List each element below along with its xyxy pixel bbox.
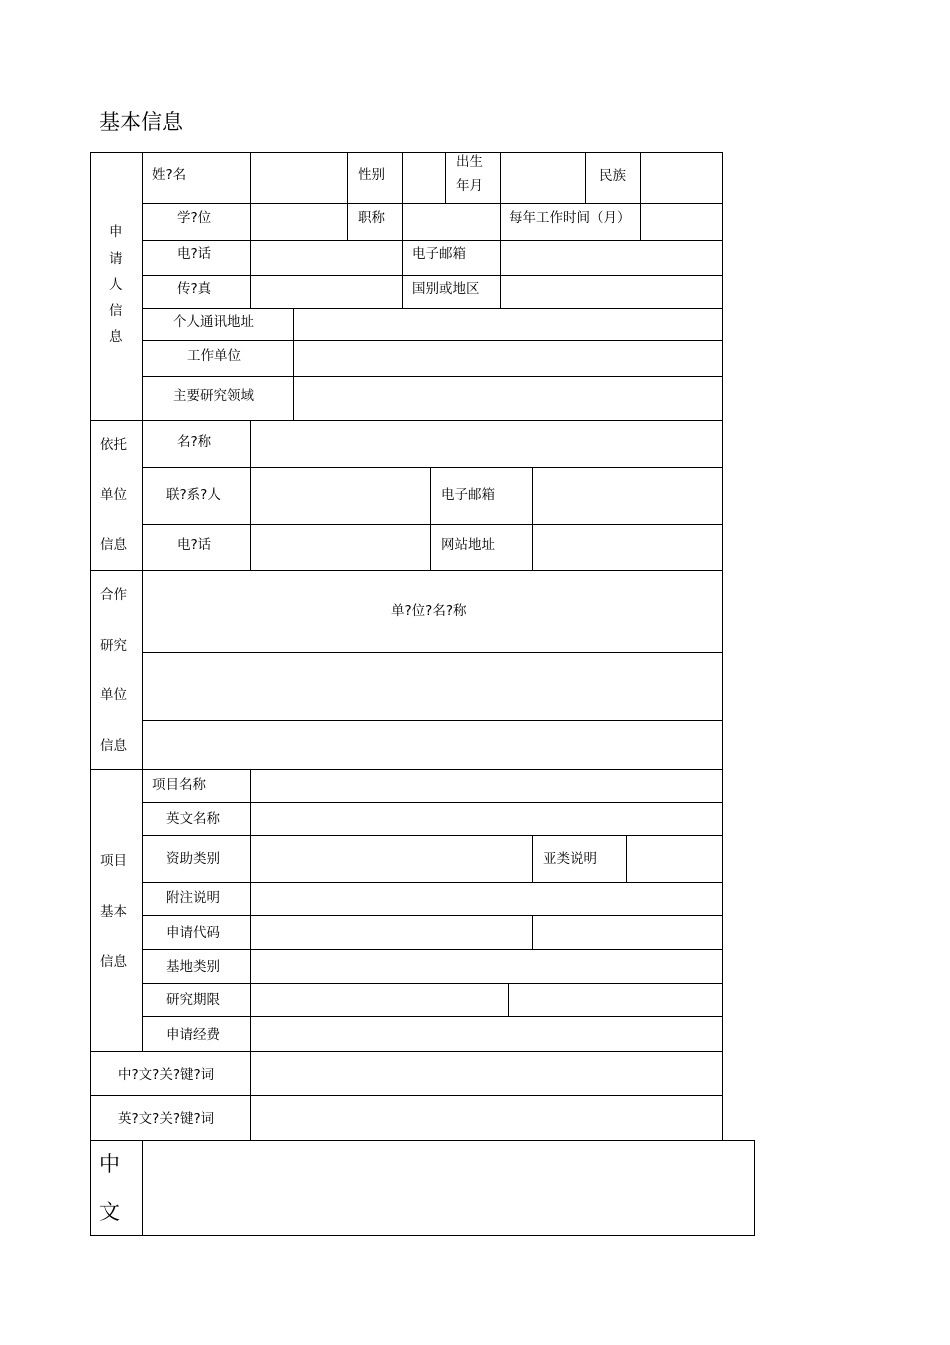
section-label-char: 申 [109, 224, 123, 240]
grid-line [143, 882, 723, 883]
grid-line [143, 467, 723, 468]
grid-line [250, 420, 251, 571]
section-label-char: 单位 [100, 687, 127, 703]
section-label-char: 合作 [100, 587, 127, 603]
employer-label: 工作单位 [187, 348, 241, 364]
grid-line [90, 420, 723, 421]
grid-line [90, 152, 91, 1236]
grid-line [626, 835, 627, 883]
grid-line [532, 467, 533, 571]
phone-label: 电?话 [177, 246, 212, 262]
grid-line [90, 152, 723, 153]
grid-line [143, 983, 723, 984]
host-website-label: 网站地址 [441, 537, 495, 553]
grid-line [143, 340, 723, 341]
section-label-char: 信息 [100, 954, 127, 970]
grid-line [532, 915, 533, 950]
abstract-label-char: 中 [99, 1152, 120, 1176]
email-label: 电子邮箱 [412, 246, 466, 262]
section-label-char: 项目 [100, 853, 127, 869]
grid-line [445, 152, 446, 204]
grid-line [585, 152, 586, 204]
subtype-label: 亚类说明 [543, 851, 597, 867]
grid-line [142, 1140, 143, 1236]
address-label: 个人通讯地址 [173, 314, 254, 330]
section-label-char: 基本 [100, 904, 127, 920]
grid-line [90, 1095, 723, 1096]
grid-line [508, 983, 509, 1017]
gender-label: 性别 [358, 167, 385, 183]
birth-label-line1: 出生 [456, 154, 483, 170]
host-name-label: 名?称 [177, 434, 212, 450]
cn-keywords-label: 中?文?关?键?词 [118, 1067, 215, 1083]
grid-line [90, 1140, 755, 1141]
grid-line [143, 835, 723, 836]
grid-line [143, 203, 723, 204]
grid-line [143, 802, 723, 803]
english-name-label: 英文名称 [166, 811, 220, 827]
name-label: 姓?名 [152, 167, 187, 183]
section-label-char: 信息 [100, 738, 127, 754]
grid-line [143, 1016, 723, 1017]
title-label: 职称 [358, 210, 385, 226]
section-label-char: 信 [109, 303, 123, 319]
grid-line [143, 376, 723, 377]
grid-line [143, 308, 723, 309]
section-label-char: 单位 [100, 487, 127, 503]
host-contact-label: 联?系?人 [166, 487, 221, 503]
work-time-label: 每年工作时间（月） [509, 210, 631, 226]
partner-unit-name-label: 单?位?名?称 [391, 603, 467, 619]
funding-type-label: 资助类别 [166, 851, 220, 867]
grid-line [143, 720, 723, 721]
base-type-label: 基地类别 [166, 959, 220, 975]
notes-label: 附注说明 [166, 890, 220, 906]
grid-line [640, 152, 641, 241]
section-label-char: 依托 [100, 437, 127, 453]
section-label-char: 人 [109, 277, 123, 293]
abstract-label-char: 文 [99, 1200, 120, 1224]
section-label-char: 请 [109, 251, 123, 267]
grid-line [532, 835, 533, 883]
grid-line [250, 152, 251, 308]
grid-line [402, 152, 403, 308]
grid-line [143, 240, 723, 241]
host-phone-label: 电?话 [177, 537, 212, 553]
fax-label: 传?真 [177, 281, 212, 297]
grid-line [143, 915, 723, 916]
grid-line [143, 652, 723, 653]
grid-line [347, 152, 348, 241]
grid-line [143, 275, 723, 276]
grid-line [142, 152, 143, 1052]
grid-line [90, 1235, 755, 1236]
grid-line [250, 769, 251, 1141]
section-label-char: 信息 [100, 537, 127, 553]
grid-line [754, 1140, 755, 1236]
grid-line [143, 524, 723, 525]
country-label: 国别或地区 [412, 281, 480, 297]
grid-line [143, 949, 723, 950]
budget-label: 申请经费 [166, 1027, 220, 1043]
code-label: 申请代码 [166, 925, 220, 941]
period-label: 研究期限 [166, 992, 220, 1008]
grid-line [90, 570, 723, 571]
grid-line [430, 467, 431, 571]
project-name-label: 项目名称 [152, 777, 206, 793]
grid-line [722, 152, 723, 1141]
research-field-label: 主要研究领域 [173, 388, 254, 404]
en-keywords-label: 英?文?关?键?词 [118, 1111, 215, 1127]
section-label-char: 研究 [100, 638, 127, 654]
degree-label: 学?位 [177, 210, 212, 226]
grid-line [500, 152, 501, 308]
host-email-label: 电子邮箱 [441, 487, 495, 503]
grid-line [90, 1051, 723, 1052]
page-title: 基本信息 [99, 110, 183, 134]
section-label-char: 息 [109, 329, 123, 345]
grid-line [293, 308, 294, 421]
birth-label-line2: 年月 [456, 178, 483, 194]
grid-line [90, 769, 723, 770]
ethnicity-label: 民族 [599, 168, 626, 184]
